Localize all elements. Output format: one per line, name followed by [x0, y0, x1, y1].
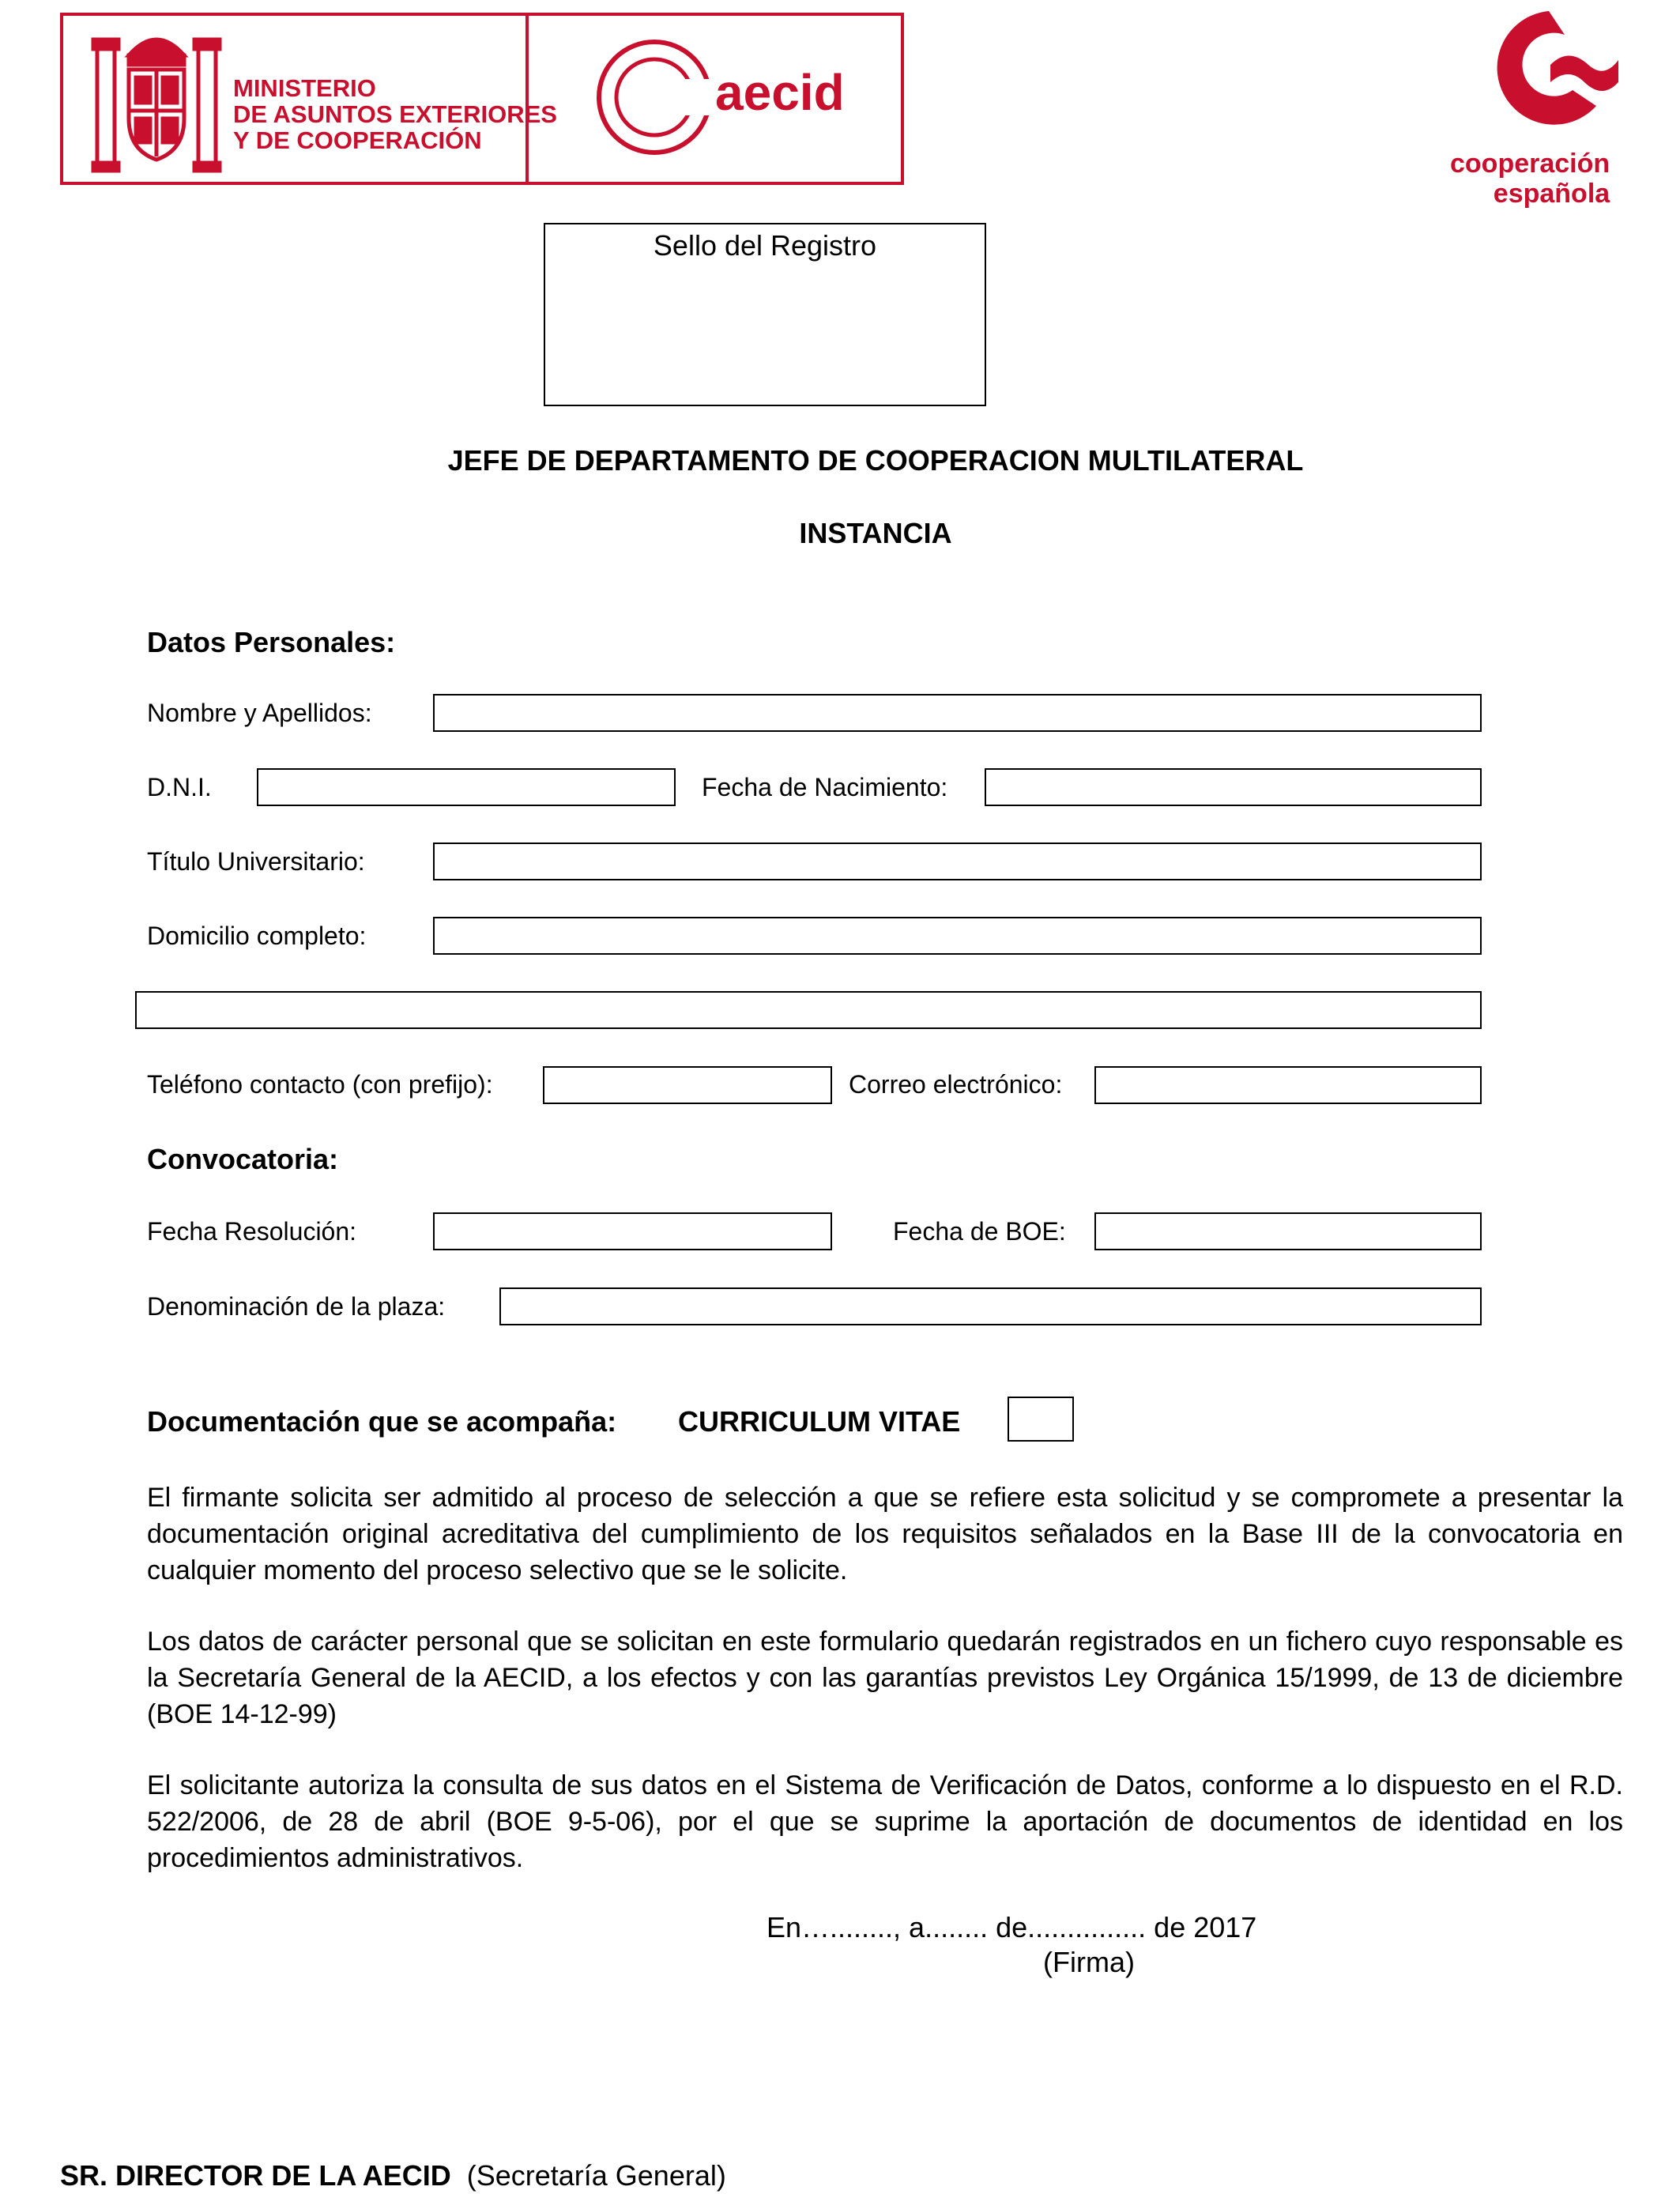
coat-of-arms-icon [85, 24, 228, 174]
name-field[interactable] [433, 694, 1482, 732]
convocatoria-heading: Convocatoria: [147, 1143, 339, 1175]
phone-field[interactable] [543, 1066, 832, 1104]
birth-date-label: Fecha de Nacimiento: [702, 773, 948, 801]
degree-field[interactable] [433, 843, 1482, 880]
addressee-department: (Secretaría General) [466, 2159, 726, 2192]
signature-label: (Firma) [1043, 1946, 1135, 1978]
cooperacion-espanola-logo-text: cooperación española [1450, 149, 1610, 209]
addressee-name: SR. DIRECTOR DE LA AECID [60, 2159, 451, 2192]
signature-date-line: En…........, a........ de............... de 2017 [767, 1911, 1257, 1943]
boe-date-field[interactable] [1094, 1212, 1482, 1250]
ministry-name: MINISTERIO DE ASUNTOS EXTERIORES Y DE COOPERACIÓN [233, 74, 557, 154]
addressee [60, 2159, 726, 2192]
address-field[interactable] [433, 917, 1482, 955]
dni-label: D.N.I. [147, 773, 212, 801]
verification-paragraph: El solicitante autoriza la consulta de sus datos en el Sistema de Verificación de Datos, conforme a lo dispuesto en el R.D. 522/2006, de 28 de abril (BOE 9-5-06), por el que se suprime la aportación de documentos de identidad en los procedimientos administrativos. [147, 1770, 1623, 1873]
name-label: Nombre y Apellidos: [147, 699, 372, 727]
declaration-paragraph: El firmante solicita ser admitido al proceso de selección a que se refiere esta solicitud y se compromete a presentar la documentación original acreditativa del cumplimiento de los requisitos señalados en la Base III de la convocatoria en cualquier momento del proceso selectivo que se le solicite. [147, 1483, 1623, 1585]
resolution-date-label: Fecha Resolución: [147, 1217, 357, 1246]
email-label: Correo electrónico: [849, 1070, 1063, 1099]
curriculum-checkbox[interactable] [1008, 1397, 1074, 1442]
aecid-logo-icon [591, 30, 718, 164]
position-name-label: Denominación de la plaza: [147, 1292, 446, 1321]
registry-stamp-label: Sello del Registro [653, 229, 877, 262]
cooperacion-espanola-logo-icon [1478, 3, 1620, 145]
documentation-item: CURRICULUM VITAE [678, 1405, 961, 1438]
boe-date-label: Fecha de BOE: [893, 1217, 1066, 1246]
documentation-label: Documentación que se acompaña: [147, 1405, 617, 1438]
document-subtitle: INSTANCIA [799, 517, 952, 549]
aecid-logo-text: aecid [715, 64, 845, 121]
registry-stamp-box [544, 223, 986, 406]
personal-data-heading: Datos Personales: [147, 626, 396, 658]
document-title: JEFE DE DEPARTAMENTO DE COOPERACION MULTILATERAL [447, 444, 1304, 477]
phone-label: Teléfono contacto (con prefijo): [147, 1070, 493, 1099]
data-protection-paragraph: Los datos de carácter personal que se solicitan en este formulario quedarán registrados en un fichero cuyo responsable es la Secretaría General de la AECID, a los efectos y con las garantías previstos Ley Orgánica 15/1999, de 13 de diciembre (BOE 14-12-99) [147, 1627, 1623, 1729]
degree-label: Título Universitario: [147, 847, 365, 876]
resolution-date-field[interactable] [433, 1212, 832, 1250]
position-name-field[interactable] [499, 1287, 1482, 1325]
address-label: Domicilio completo: [147, 922, 367, 950]
dni-field[interactable] [257, 768, 676, 806]
email-field[interactable] [1094, 1066, 1482, 1104]
birth-date-field[interactable] [985, 768, 1482, 806]
address-line2-field[interactable] [135, 991, 1482, 1029]
